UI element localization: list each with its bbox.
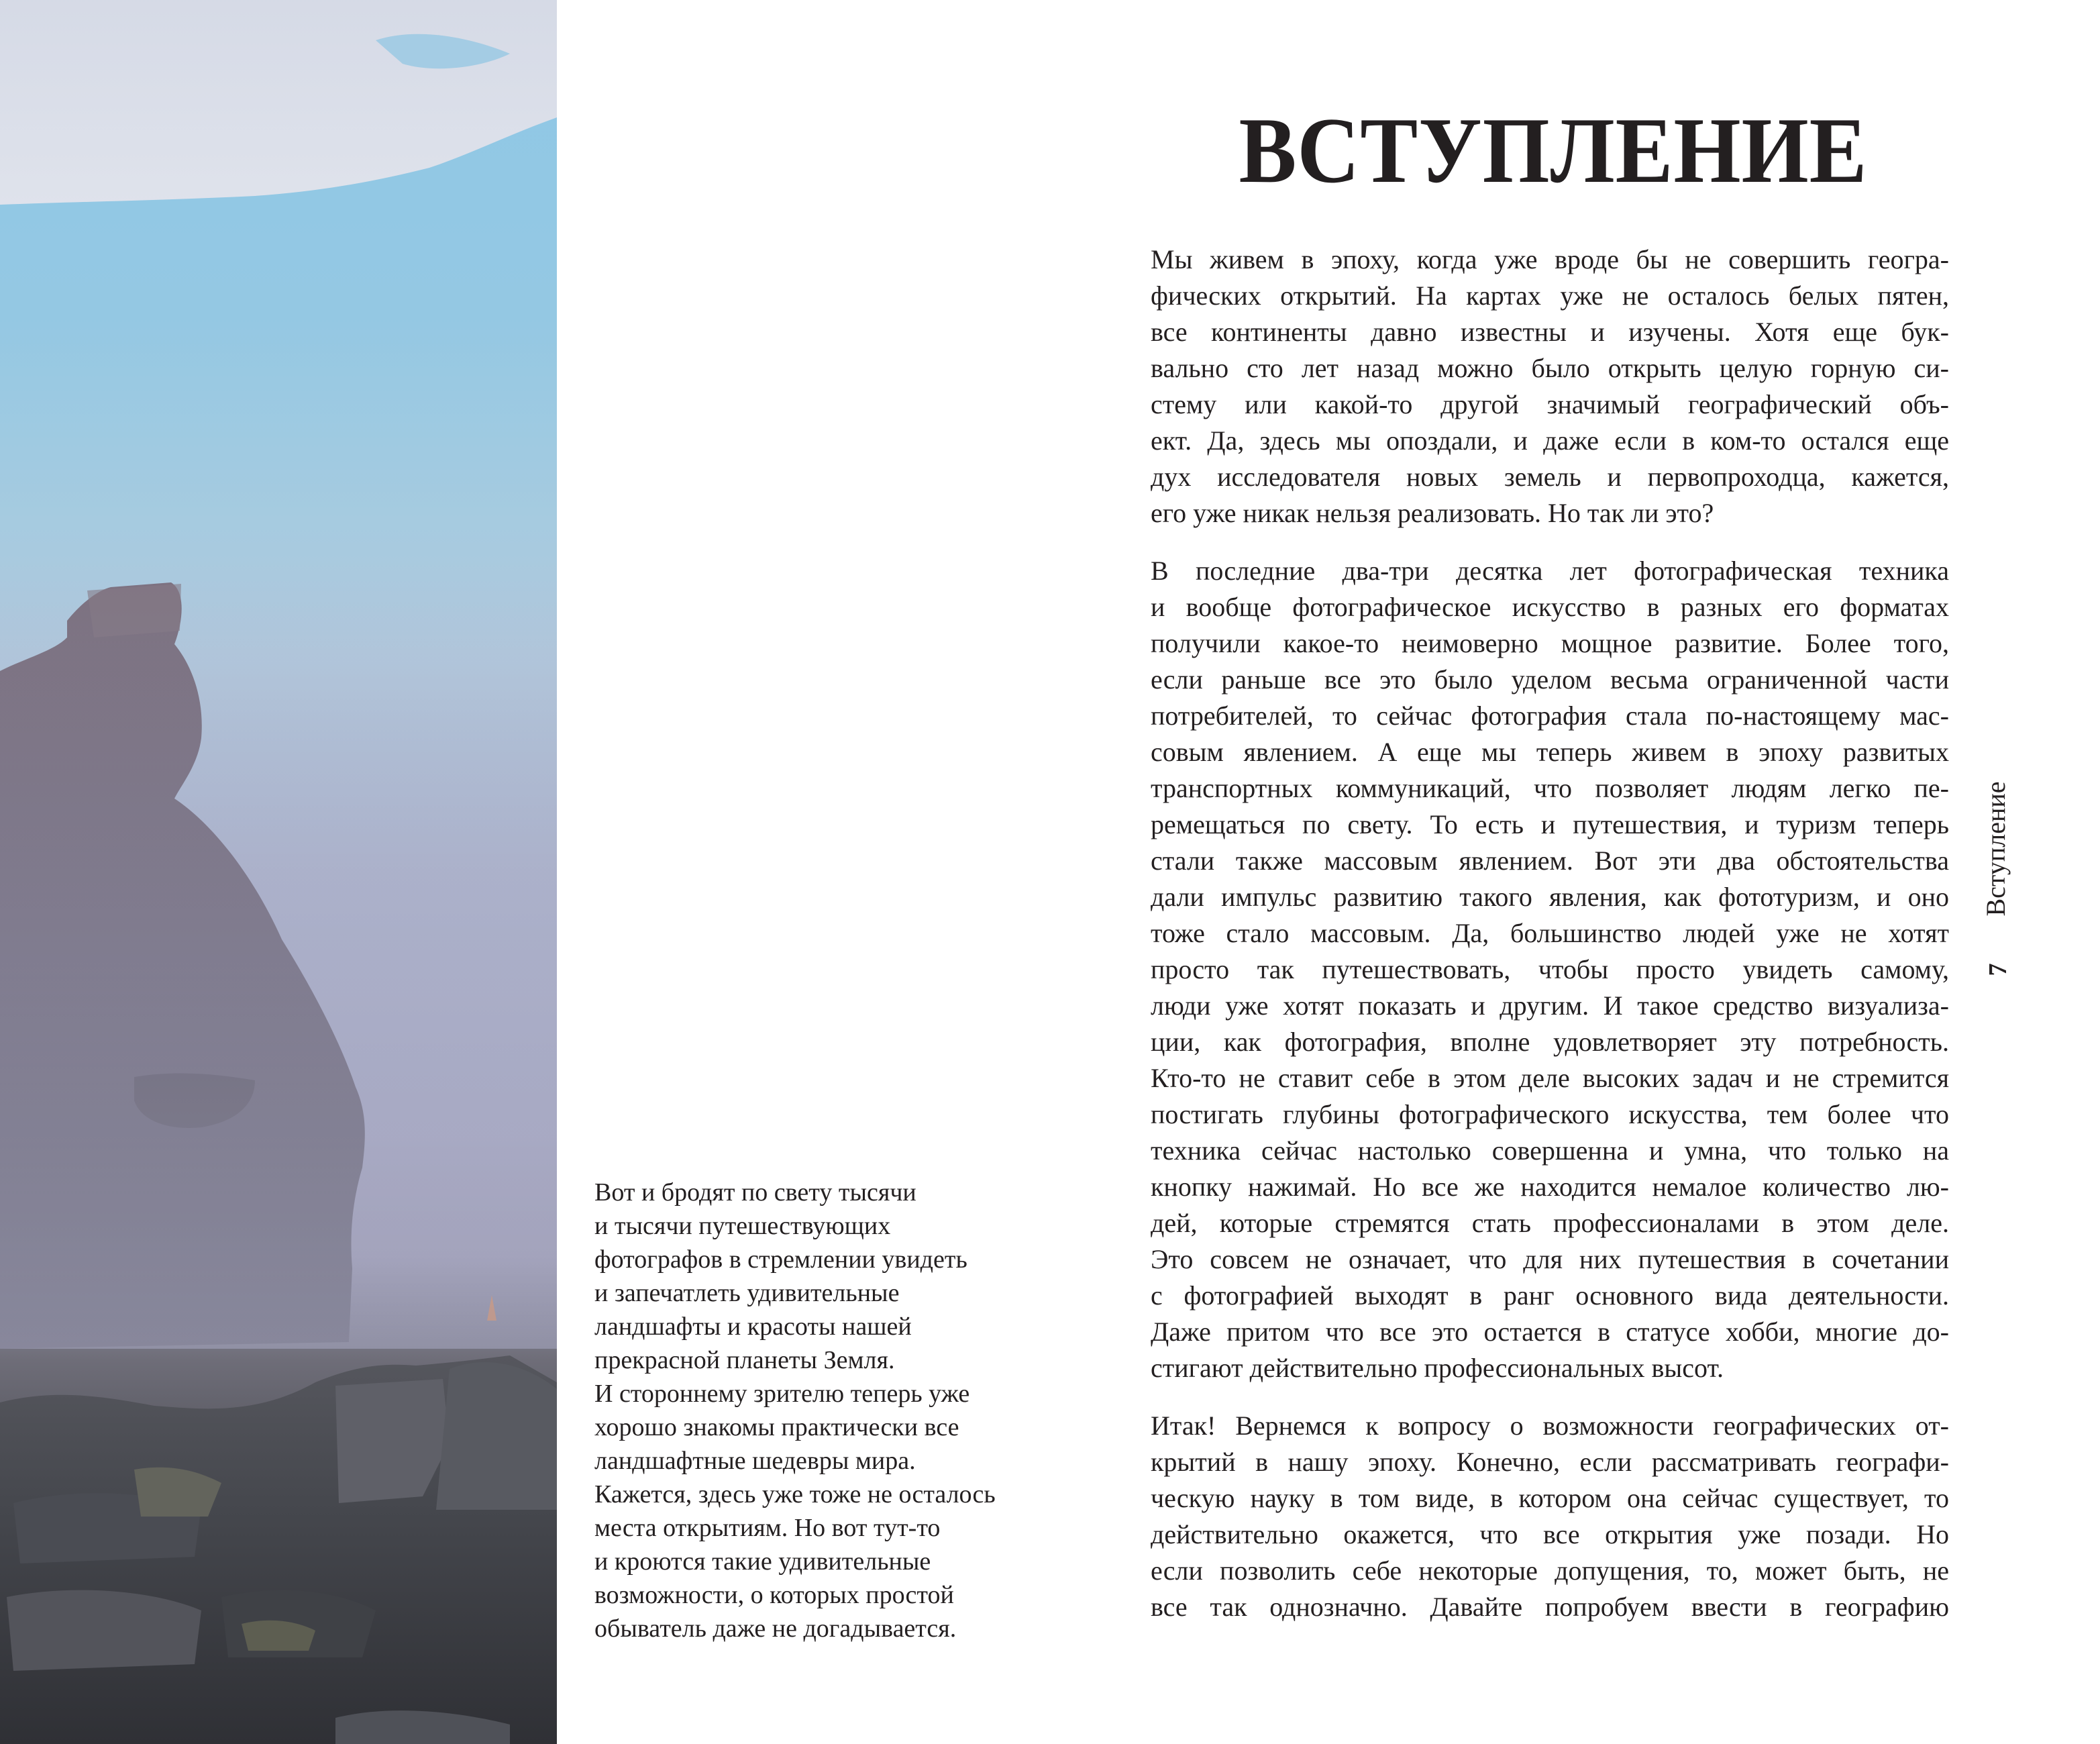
text-line: стали также массовым явлением. Вот эти два обстоятельства bbox=[1151, 845, 1949, 876]
text-line: ект. Да, здесь мы опоздали, и даже если в ком-то остался еще bbox=[1151, 425, 1949, 456]
text-line: и вообще фотографическое искусство в разных его форматах bbox=[1151, 592, 1949, 622]
caption-line: и кроются такие удивительные bbox=[594, 1547, 931, 1576]
running-header-label: Вступление bbox=[1981, 781, 2011, 917]
text-line: транспортных коммуникаций, что позволяет людям легко пе- bbox=[1151, 773, 1949, 803]
text-line: просто так путешествовать, чтобы просто увидеть самому, bbox=[1151, 954, 1949, 984]
text-line: крытий в нашу эпоху. Конечно, если рассматривать географи- bbox=[1151, 1447, 1949, 1477]
caption-line: обыватель даже не догадывается. bbox=[594, 1614, 957, 1643]
running-header bbox=[1976, 752, 2016, 993]
text-line: постигать глубины фотографического искусства, тем более что bbox=[1151, 1099, 1949, 1129]
text-line: дали импульс развитию такого явления, как фототуризм, и оно bbox=[1151, 882, 1949, 912]
body-text bbox=[1151, 242, 1949, 1647]
text-line: все так однозначно. Давайте попробуем ввести в географию bbox=[1151, 1592, 1949, 1622]
text-line: вально сто лет назад можно было открыть целую горную си- bbox=[1151, 353, 1949, 383]
caption-line: места открытиям. Но вот тут-то bbox=[594, 1514, 941, 1542]
text-line: ции, как фотография, вполне удовлетворяет эту потребность. bbox=[1151, 1027, 1949, 1057]
text-line: люди уже хотят показать и другим. И такое средство визуализа- bbox=[1151, 990, 1949, 1021]
caption-line: и тысячи путешествующих bbox=[594, 1212, 891, 1240]
caption-line: и запечатлеть удивительные bbox=[594, 1279, 900, 1307]
text-line: Мы живем в эпоху, когда уже вроде бы не совершить геогра- bbox=[1151, 244, 1949, 274]
text-line: Это совсем не означает, что для них путешествия в сочетании bbox=[1151, 1244, 1949, 1274]
photo-caption bbox=[594, 1176, 1078, 1645]
caption-line: возможности, о которых простой bbox=[594, 1581, 954, 1609]
text-line: техника сейчас настолько совершенна и умна, что только на bbox=[1151, 1135, 1949, 1166]
caption-line: ландшафты и красоты нашей bbox=[594, 1313, 912, 1341]
caption-line: фотографов в стремлении увидеть bbox=[594, 1245, 967, 1274]
text-line: если позволить себе некоторые допущения, то, может быть, не bbox=[1151, 1555, 1949, 1586]
paragraph-3 bbox=[1151, 1408, 1949, 1625]
text-line: тоже стало массовым. Да, большинство людей уже не хотят bbox=[1151, 918, 1949, 948]
caption-line: хорошо знакомы практически все bbox=[594, 1413, 959, 1441]
paragraph-2 bbox=[1151, 553, 1949, 1386]
text-line: Даже притом что все это остается в статусе хобби, многие до- bbox=[1151, 1317, 1949, 1347]
text-line: ческую науку в том виде, в котором она сейчас существует, то bbox=[1151, 1483, 1949, 1513]
caption-line: ландшафтные шедевры мира. bbox=[594, 1447, 916, 1475]
text-line: дей, которые стремятся стать профессионалами в этом деле. bbox=[1151, 1208, 1949, 1238]
text-line: стигают действительно профессиональных высот. bbox=[1151, 1353, 1724, 1383]
caption-line: прекрасной планеты Земля. bbox=[594, 1346, 895, 1374]
caption-line: И стороннему зрителю теперь уже bbox=[594, 1380, 970, 1408]
text-line: стему или какой-то другой значимый географический объ- bbox=[1151, 389, 1949, 419]
text-line: дух исследователя новых земель и первопроходца, кажется, bbox=[1151, 462, 1949, 492]
paragraph-1 bbox=[1151, 242, 1949, 531]
text-line: если раньше все это было уделом весьма ограниченной части bbox=[1151, 664, 1949, 695]
landscape-photo bbox=[0, 0, 557, 1744]
text-line: фических открытий. На картах уже не осталось белых пятен, bbox=[1151, 280, 1949, 311]
text-line: потребителей, то сейчас фотография стала по-настоящему мас- bbox=[1151, 701, 1949, 731]
text-line: получили какое-то неимоверно мощное развитие. Более того, bbox=[1151, 628, 1949, 658]
text-line: Итак! Вернемся к вопросу о возможности географических от- bbox=[1151, 1410, 1949, 1441]
text-line: действительно окажется, что все открытия уже позади. Но bbox=[1151, 1519, 1949, 1549]
caption-line: Кажется, здесь уже тоже не осталось bbox=[594, 1480, 996, 1508]
caption-line: Вот и бродят по свету тысячи bbox=[594, 1178, 916, 1207]
photo-illustration bbox=[0, 0, 557, 1744]
text-line: Кто-то не ставит себе в этом деле высоких задач и не стремится bbox=[1151, 1063, 1949, 1093]
text-line: его уже никак нельзя реализовать. Но так ли это? bbox=[1151, 498, 1714, 528]
text-line: все континенты давно известны и изучены. Хотя еще бук- bbox=[1151, 317, 1949, 347]
chapter-title: ВСТУПЛЕНИЕ bbox=[1239, 99, 1868, 203]
text-line: совым явлением. А еще мы теперь живем в эпоху развитых bbox=[1151, 737, 1949, 767]
text-line: с фотографией выходят в ранг основного вида деятельности. bbox=[1151, 1280, 1949, 1311]
text-line: ремещаться по свету. То есть и путешествия, и туризм теперь bbox=[1151, 809, 1949, 839]
text-line: В последние два-три десятка лет фотографическая техника bbox=[1151, 556, 1949, 586]
text-line: кнопку нажимай. Но все же находится немалое количество лю- bbox=[1151, 1172, 1949, 1202]
page-number: 7 bbox=[1984, 963, 2012, 976]
